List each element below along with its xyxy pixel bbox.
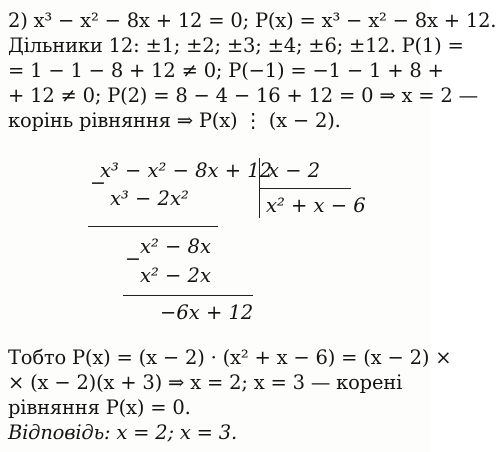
minus-sign-2: − [125,248,141,270]
division-dividend: x³ − x² − 8x + 12 [100,159,273,182]
minus-sign-1: − [90,172,106,194]
division-subtrahend-2: x² − 2x [140,264,211,287]
division-subtrahend-1: x³ − 2x² [110,187,189,210]
solution-line-4: + 12 ≠ 0; P(2) = 8 − 4 − 16 + 12 = 0 ⇒ x = 2 — [8,84,478,107]
division-rule-2 [123,295,253,296]
conclusion-line-1: Тобто P(x) = (x − 2) · (x² + x − 6) = (x − 2) × [8,346,452,369]
conclusion-line-3: рівняння P(x) = 0. [8,396,191,419]
division-quotient: x² + x − 6 [266,194,366,217]
divisor-underline [259,188,351,189]
division-rule-1 [88,226,218,227]
division-remainder-1: x² − 8x [140,235,211,258]
solution-line-2: Дільники 12: ±1; ±2; ±3; ±4; ±6; ±12. P(1) = [8,34,464,57]
division-remainder-2: −6x + 12 [160,301,254,324]
solution-line-5: корінь рівняння ⇒ P(x) ⋮ (x − 2). [8,109,341,132]
solution-line-3: = 1 − 1 − 8 + 12 ≠ 0; P(−1) = −1 − 1 + 8 + [8,59,444,82]
answer-line: Відповідь: x = 2; x = 3. [8,421,238,444]
conclusion-line-2: × (x − 2)(x + 3) ⇒ x = 2; x = 3 — корені [8,371,403,394]
division-divisor: x − 2 [268,159,321,182]
solution-line-1: 2) x³ − x² − 8x + 12 = 0; P(x) = x³ − x² − 8x + 12. [8,9,496,32]
